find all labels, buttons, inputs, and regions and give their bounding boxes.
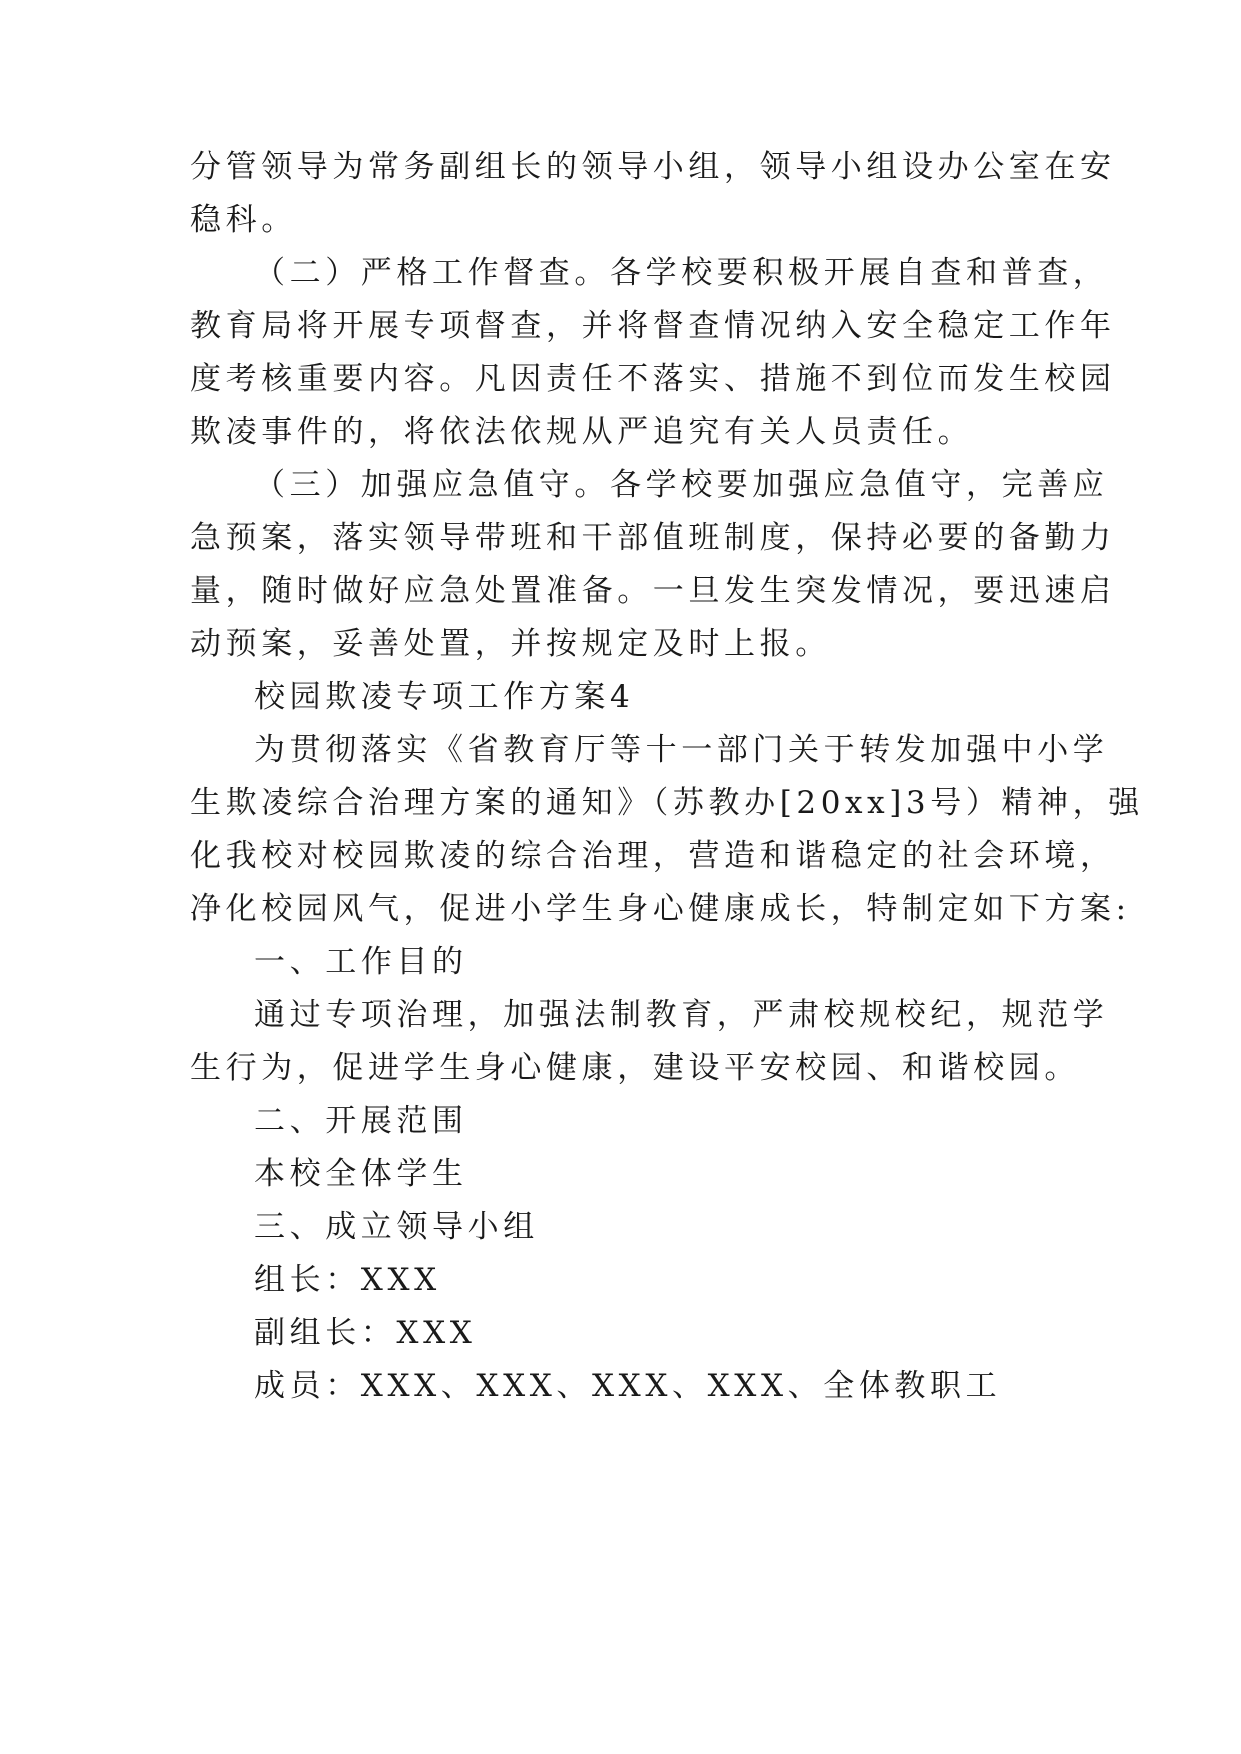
text-line: 欺凌事件的，将依法依规从严追究有关人员责任。: [190, 414, 974, 450]
text-line: 量，随时做好应急处置准备。一旦发生突发情况，要迅速启: [190, 573, 1116, 609]
section-heading: 二、开展范围: [254, 1103, 468, 1139]
text-line: 动预案，妥善处置，并按规定及时上报。: [190, 626, 831, 662]
text-line: 度考核重要内容。凡因责任不落实、措施不到位而发生校园: [190, 361, 1116, 397]
text-line: 组长：XXX: [254, 1262, 441, 1298]
text-line: 成员：XXX、XXX、XXX、XXX、全体教职工: [254, 1368, 1002, 1404]
section-heading: 一、工作目的: [254, 944, 468, 980]
text-line: 分管领导为常务副组长的领导小组，领导小组设办公室在安: [190, 149, 1116, 185]
text-line: 净化校园风气，促进小学生身心健康成长，特制定如下方案:: [190, 891, 1131, 927]
text-line: 通过专项治理，加强法制教育，严肃校规校纪，规范学: [254, 997, 1109, 1033]
text-line: （二）严格工作督查。各学校要积极开展自查和普查，: [254, 255, 1109, 291]
text-line: 本校全体学生: [254, 1156, 468, 1192]
text-line: 生行为，促进学生身心健康，建设平安校园、和谐校园。: [190, 1050, 1080, 1086]
text-line: 为贯彻落实《省教育厅等十一部门关于转发加强中小学: [254, 732, 1109, 768]
section-heading: 三、成立领导小组: [254, 1209, 539, 1245]
text-line: （三）加强应急值守。各学校要加强应急值守，完善应: [254, 467, 1109, 503]
text-line: 稳科。: [190, 202, 297, 238]
text-line: 化我校对校园欺凌的综合治理，营造和谐稳定的社会环境，: [190, 838, 1116, 874]
text-line: 教育局将开展专项督查，并将督查情况纳入安全稳定工作年: [190, 308, 1116, 344]
text-line: 副组长：XXX: [254, 1315, 477, 1351]
text-line: 生欺凌综合治理方案的通知》（苏教办[20xx]3号）精神，强: [190, 785, 1144, 821]
section-title: 校园欺凌专项工作方案4: [254, 679, 635, 715]
text-line: 急预案，落实领导带班和干部值班制度，保持必要的备勤力: [190, 520, 1116, 556]
